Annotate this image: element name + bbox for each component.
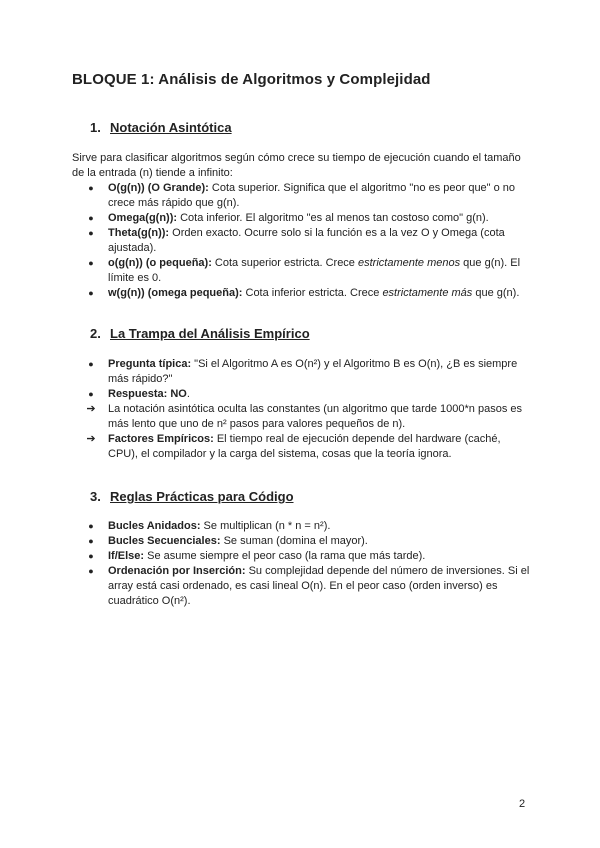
arrow-icon: ➔ <box>86 403 96 415</box>
section-intro: Sirve para clasificar algoritmos según cómo crece su tiempo de ejecución cuando el tamaño de la entrada (n) tiende a infinito: <box>72 152 521 179</box>
item-text: Cota inferior estricta. Crece <box>242 287 383 299</box>
item-term: Omega(g(n)): <box>108 212 178 224</box>
list-item <box>72 564 530 609</box>
list-item <box>72 519 530 534</box>
item-term: O(g(n)) (O Grande): <box>108 182 209 194</box>
bullet-icon: ● <box>88 551 94 561</box>
item-text: Cota superior. Significa que el algoritmo "no es peor que" o no crece más rápido que g(n). <box>108 182 516 209</box>
empirical-list <box>72 357 530 462</box>
section-title: La Trampa del Análisis Empírico <box>110 326 310 341</box>
section-title: Reglas Prácticas para Código <box>110 489 294 504</box>
item-term: w(g(n)) (omega pequeña): <box>108 287 243 299</box>
item-text: El tiempo real de ejecución depende del hardware (caché, CPU), el compilador y la carga del sistema, cosas que la teoría ignora. <box>108 433 501 460</box>
list-item <box>72 357 530 387</box>
item-text: Orden exacto. Ocurre solo si la función es a la vez O y Omega (cota ajustada). <box>108 227 505 254</box>
list-item <box>72 211 530 226</box>
item-term: Pregunta típica: <box>108 358 192 370</box>
bullet-icon: ● <box>88 359 94 369</box>
list-item <box>72 286 530 301</box>
rules-list <box>72 519 530 609</box>
list-item <box>72 534 530 549</box>
section-number: 3. <box>90 489 101 504</box>
section-number: 2. <box>90 326 101 341</box>
bullet-icon: ● <box>88 566 94 576</box>
notation-list <box>72 181 530 301</box>
page-title: BLOQUE 1: Análisis de Algoritmos y Complejidad <box>72 71 431 88</box>
bullet-icon: ● <box>88 183 94 193</box>
list-item <box>72 226 530 256</box>
bullet-icon: ● <box>88 258 94 268</box>
item-term: Theta(g(n)): <box>108 227 170 239</box>
item-term: o(g(n)) (o pequeña): <box>108 257 212 269</box>
item-text: "Si el Algoritmo A es O(n²) y el Algoritmo B es O(n), ¿B es siempre más rápido?" <box>108 358 518 385</box>
bullet-icon: ● <box>88 228 94 238</box>
bullet-icon: ● <box>88 536 94 546</box>
item-term: Respuesta: NO <box>108 388 187 400</box>
list-item <box>72 181 530 211</box>
arrow-icon: ➔ <box>86 433 96 445</box>
section-heading-notacion <box>90 120 232 135</box>
item-text: La notación asintótica oculta las constantes (un algoritmo que tarde 1000*n pasos es más lento que uno de n² pasos para valores pequeños de n). <box>108 403 522 430</box>
item-text: Cota superior estricta. Crece <box>211 257 358 269</box>
item-term: If/Else: <box>108 550 145 562</box>
item-text: Cota inferior. El algoritmo "es al menos tan costoso como" g(n). <box>177 212 489 224</box>
item-text-after: que g(n). <box>472 287 520 299</box>
bullet-icon: ● <box>88 213 94 223</box>
item-text: . <box>186 388 190 400</box>
item-term: Factores Empíricos: <box>108 433 214 445</box>
section-heading-trampa <box>90 326 310 341</box>
item-text: Se multiplican (n * n = n²). <box>200 520 331 532</box>
section-heading-reglas <box>90 489 294 504</box>
item-text: Se suman (domina el mayor). <box>220 535 368 547</box>
list-item <box>72 387 530 402</box>
section-number: 1. <box>90 120 101 135</box>
bullet-icon: ● <box>88 389 94 399</box>
item-text: Se asume siempre el peor caso (la rama que más tarde). <box>144 550 426 562</box>
item-text-after: que g(n). El límite es 0. <box>108 257 521 284</box>
bullet-icon: ● <box>88 288 94 298</box>
list-item <box>72 432 530 462</box>
item-term: Bucles Anidados: <box>108 520 201 532</box>
item-term: Ordenación por Inserción: <box>108 565 246 577</box>
item-emphasis: estrictamente más <box>382 287 473 299</box>
section-title: Notación Asintótica <box>110 120 232 135</box>
list-item <box>72 256 530 286</box>
list-item <box>72 549 530 564</box>
item-emphasis: estrictamente menos <box>358 257 461 269</box>
list-item <box>72 402 530 432</box>
page-number: 2 <box>519 798 526 810</box>
item-term: Bucles Secuenciales: <box>108 535 221 547</box>
bullet-icon: ● <box>88 521 94 531</box>
item-text: Su complejidad depende del número de inversiones. Si el array está casi ordenado, es casi lineal O(n). En el peor caso (orden inverso) es cuadrático O(n²). <box>108 565 530 607</box>
